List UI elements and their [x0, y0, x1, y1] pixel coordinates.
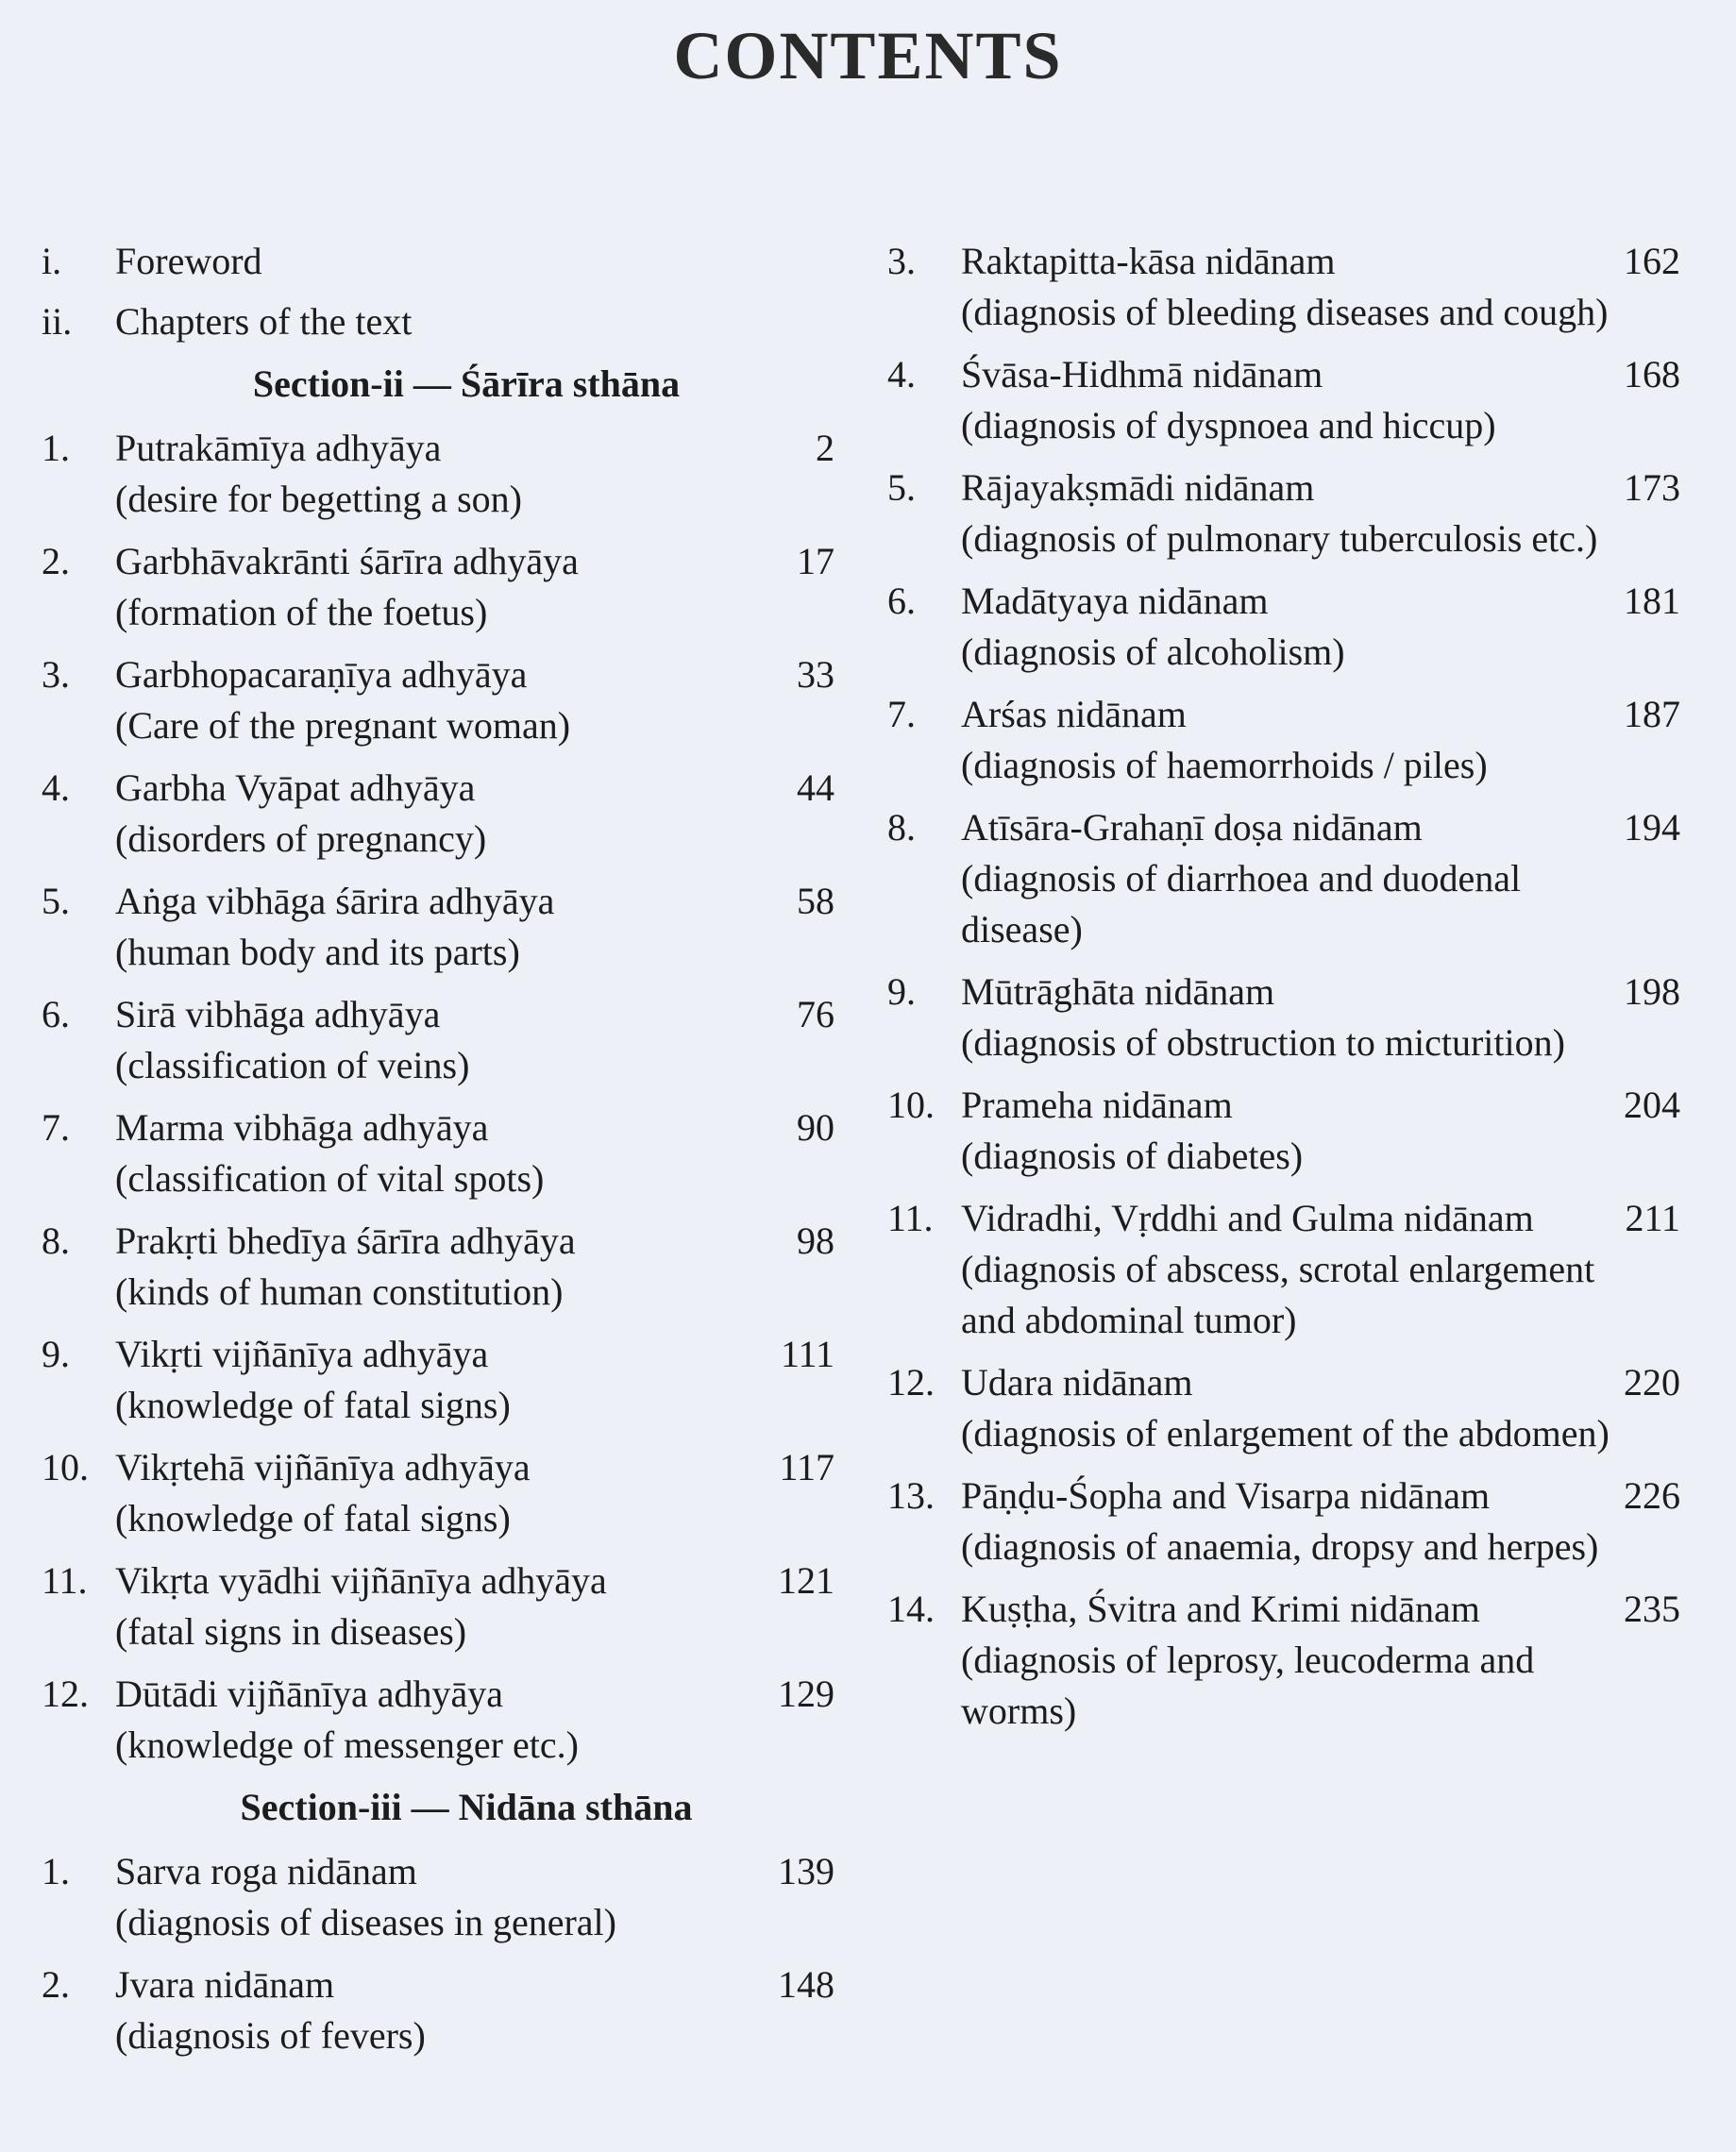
- entry-page-number: 58: [797, 880, 834, 922]
- entry-title: Arśas nidānam: [961, 693, 1187, 735]
- entry-description: (diagnosis of diarrhoea and duodenal disease): [961, 857, 1522, 950]
- entry-page-number: 181: [1624, 580, 1680, 622]
- entry-number: 2.: [42, 540, 70, 582]
- entry-description: (formation of the foetus): [115, 591, 488, 633]
- entry-description: (classification of vital spots): [115, 1157, 545, 1200]
- entry-description: (diagnosis of alcoholism): [961, 630, 1345, 673]
- entry-description: (diagnosis of enlargement of the abdomen): [961, 1412, 1610, 1454]
- entry-description: (diagnosis of diabetes): [961, 1135, 1304, 1177]
- entry-page-number: 204: [1624, 1084, 1680, 1126]
- entry-number: 11.: [42, 1559, 88, 1602]
- entry-title: Sarva roga nidānam: [115, 1850, 417, 1892]
- entry-page-number: 220: [1624, 1361, 1680, 1404]
- entry-description: (fatal signs in diseases): [115, 1610, 467, 1653]
- entry-number: ii.: [42, 300, 73, 343]
- toc-entry: [887, 236, 1680, 338]
- entry-description: (diagnosis of diseases in general): [115, 1901, 616, 1943]
- entry-number: 12.: [887, 1361, 935, 1404]
- entry-title: Vikṛta vyādhi vijñānīya adhyāya: [115, 1559, 607, 1602]
- toc-entry: [42, 1669, 834, 1771]
- nidana-continued-list: [887, 236, 1680, 1737]
- entry-page-number: 198: [1624, 970, 1680, 1013]
- toc-entry: [42, 876, 834, 978]
- entry-number: 10.: [887, 1084, 935, 1126]
- entry-description: (classification of veins): [115, 1044, 470, 1086]
- entry-number: 14.: [887, 1588, 935, 1630]
- toc-entry: [42, 1102, 834, 1204]
- entry-number: 5.: [42, 880, 70, 922]
- entry-description: (knowledge of fatal signs): [115, 1384, 511, 1426]
- entry-page-number: 44: [797, 766, 834, 809]
- entry-number: 7.: [42, 1106, 70, 1149]
- entry-page-number: 168: [1624, 353, 1680, 395]
- entry-title: Foreword: [115, 240, 262, 282]
- entry-number: 11.: [887, 1197, 934, 1239]
- entry-number: 6.: [42, 993, 70, 1035]
- entry-description: (knowledge of messenger etc.): [115, 1723, 579, 1766]
- toc-entry: [42, 236, 834, 287]
- entry-number: 1.: [42, 1850, 70, 1892]
- entry-title: Madātyaya nidānam: [961, 580, 1269, 622]
- entry-number: 13.: [887, 1474, 935, 1517]
- entry-title: Śvāsa-Hidhmā nidānam: [961, 353, 1323, 395]
- entry-page-number: 76: [797, 993, 834, 1035]
- entry-description: (diagnosis of dyspnoea and hiccup): [961, 404, 1496, 446]
- entry-number: 5.: [887, 466, 916, 509]
- entry-page-number: 98: [797, 1219, 834, 1262]
- toc-entry: [887, 349, 1680, 451]
- entry-title: Jvara nidānam: [115, 1963, 335, 2006]
- toc-entry: [42, 1216, 834, 1318]
- entry-page-number: 121: [778, 1559, 834, 1602]
- entry-page-number: 33: [797, 653, 834, 696]
- entry-page-number: 235: [1624, 1588, 1680, 1630]
- right-column: [887, 236, 1680, 1748]
- entry-title: Kuṣṭha, Śvitra and Krimi nidānam: [961, 1588, 1480, 1630]
- toc-entry: [42, 989, 834, 1091]
- toc-entry: [42, 1555, 834, 1657]
- entry-page-number: 148: [778, 1963, 834, 2006]
- entry-title: Sirā vibhāga adhyāya: [115, 993, 441, 1035]
- toc-entry: [887, 967, 1680, 1068]
- entry-description: (desire for begetting a son): [115, 478, 522, 520]
- entry-description: (knowledge of fatal signs): [115, 1497, 511, 1539]
- left-column: [42, 236, 834, 2073]
- entry-page-number: 211: [1625, 1197, 1680, 1239]
- entry-title: Udara nidānam: [961, 1361, 1193, 1404]
- entry-page-number: 117: [779, 1446, 834, 1488]
- entry-number: 12.: [42, 1673, 89, 1715]
- entry-title: Vikṛti vijñānīya adhyāya: [115, 1333, 489, 1375]
- entry-title: Vikṛtehā vijñānīya adhyāya: [115, 1446, 531, 1488]
- entry-page-number: 17: [797, 540, 834, 582]
- toc-entry: [42, 1959, 834, 2061]
- entry-page-number: 139: [778, 1850, 834, 1892]
- toc-entry: [42, 536, 834, 638]
- entry-title: Chapters of the text: [115, 300, 413, 343]
- entry-number: 10.: [42, 1446, 89, 1488]
- entry-page-number: 162: [1624, 240, 1680, 282]
- toc-entry: [42, 1329, 834, 1431]
- entry-title: Aṅga vibhāga śārira adhyāya: [115, 880, 555, 922]
- toc-entry: [887, 1471, 1680, 1572]
- entry-page-number: 226: [1624, 1474, 1680, 1517]
- page-title: CONTENTS: [673, 18, 1063, 93]
- entry-title: Pāṇḍu-Śopha and Visarpa nidānam: [961, 1474, 1491, 1517]
- entry-title: Vidradhi, Vṛddhi and Gulma nidānam: [961, 1197, 1534, 1239]
- toc-entry: [42, 423, 834, 525]
- entry-number: 8.: [42, 1219, 70, 1262]
- entry-page-number: 194: [1624, 806, 1680, 849]
- entry-number: 3.: [887, 240, 916, 282]
- entry-title: Marma vibhāga adhyāya: [115, 1106, 489, 1149]
- entry-number: 6.: [887, 580, 916, 622]
- entry-number: 2.: [42, 1963, 70, 2006]
- entry-description: (kinds of human constitution): [115, 1270, 564, 1313]
- entry-title: Atīsāra-Grahaṇī doṣa nidānam: [961, 806, 1423, 849]
- entry-number: 7.: [887, 693, 916, 735]
- section-iii-list: [42, 1846, 834, 2061]
- toc-entry: [42, 649, 834, 751]
- entry-title: Garbha Vyāpat adhyāya: [115, 766, 476, 809]
- entry-title: Rājayakṣmādi nidānam: [961, 466, 1315, 509]
- entry-number: 9.: [887, 970, 916, 1013]
- section-ii-list: [42, 423, 834, 1771]
- toc-entry: [887, 689, 1680, 791]
- entry-title: Dūtādi vijñānīya adhyāya: [115, 1673, 503, 1715]
- entry-number: i.: [42, 240, 62, 282]
- entry-title: Prakṛti bhedīya śārīra adhyāya: [115, 1219, 576, 1262]
- entry-number: 4.: [887, 353, 916, 395]
- entry-number: 8.: [887, 806, 916, 849]
- entry-description: (Care of the pregnant woman): [115, 704, 571, 747]
- entry-page-number: 173: [1624, 466, 1680, 509]
- toc-entry: [887, 1584, 1680, 1737]
- toc-entry: [887, 1193, 1680, 1346]
- entry-title: Mūtrāghāta nidānam: [961, 970, 1275, 1013]
- toc-entry: [42, 1442, 834, 1544]
- entry-description: (diagnosis of abscess, scrotal enlargement and abdominal tumor): [961, 1248, 1595, 1341]
- section-iii-heading: Section-iii — Nidāna sthāna: [240, 1786, 693, 1828]
- entry-description: (diagnosis of haemorrhoids / piles): [961, 744, 1488, 786]
- entry-description: (diagnosis of anaemia, dropsy and herpes): [961, 1525, 1599, 1568]
- entry-description: (disorders of pregnancy): [115, 817, 487, 860]
- entry-number: 9.: [42, 1333, 70, 1375]
- front-matter-list: [42, 236, 834, 347]
- entry-description: (diagnosis of leprosy, leucoderma and worms): [961, 1639, 1535, 1732]
- entry-title: Garbhopacaraṇīya adhyāya: [115, 653, 528, 696]
- entry-title: Garbhāvakrānti śārīra adhyāya: [115, 540, 579, 582]
- entry-description: (diagnosis of bleeding diseases and cough): [961, 291, 1609, 333]
- toc-entry: [42, 763, 834, 865]
- entry-page-number: 129: [778, 1673, 834, 1715]
- toc-entry: [887, 802, 1680, 955]
- section-ii-heading: Section-ii — Śārīra sthāna: [252, 362, 681, 405]
- entry-page-number: 90: [797, 1106, 834, 1149]
- entry-number: 3.: [42, 653, 70, 696]
- entry-description: (diagnosis of fevers): [115, 2014, 426, 2057]
- toc-entry: [42, 296, 834, 347]
- toc-entry: [887, 1080, 1680, 1182]
- toc-entry: [887, 462, 1680, 564]
- entry-number: 4.: [42, 766, 70, 809]
- entry-description: (diagnosis of obstruction to micturition): [961, 1021, 1565, 1064]
- entry-description: (diagnosis of pulmonary tuberculosis etc.): [961, 517, 1598, 560]
- entry-description: (human body and its parts): [115, 931, 520, 973]
- toc-entry: [887, 1357, 1680, 1459]
- toc-entry: [42, 1846, 834, 1948]
- entry-page-number: 187: [1624, 693, 1680, 735]
- entry-page-number: 2: [816, 427, 834, 469]
- entry-title: Prameha nidānam: [961, 1084, 1233, 1126]
- entry-number: 1.: [42, 427, 70, 469]
- entry-page-number: 111: [780, 1333, 834, 1375]
- entry-title: Putrakāmīya adhyāya: [115, 427, 442, 469]
- toc-entry: [887, 576, 1680, 678]
- entry-title: Raktapitta-kāsa nidānam: [961, 240, 1336, 282]
